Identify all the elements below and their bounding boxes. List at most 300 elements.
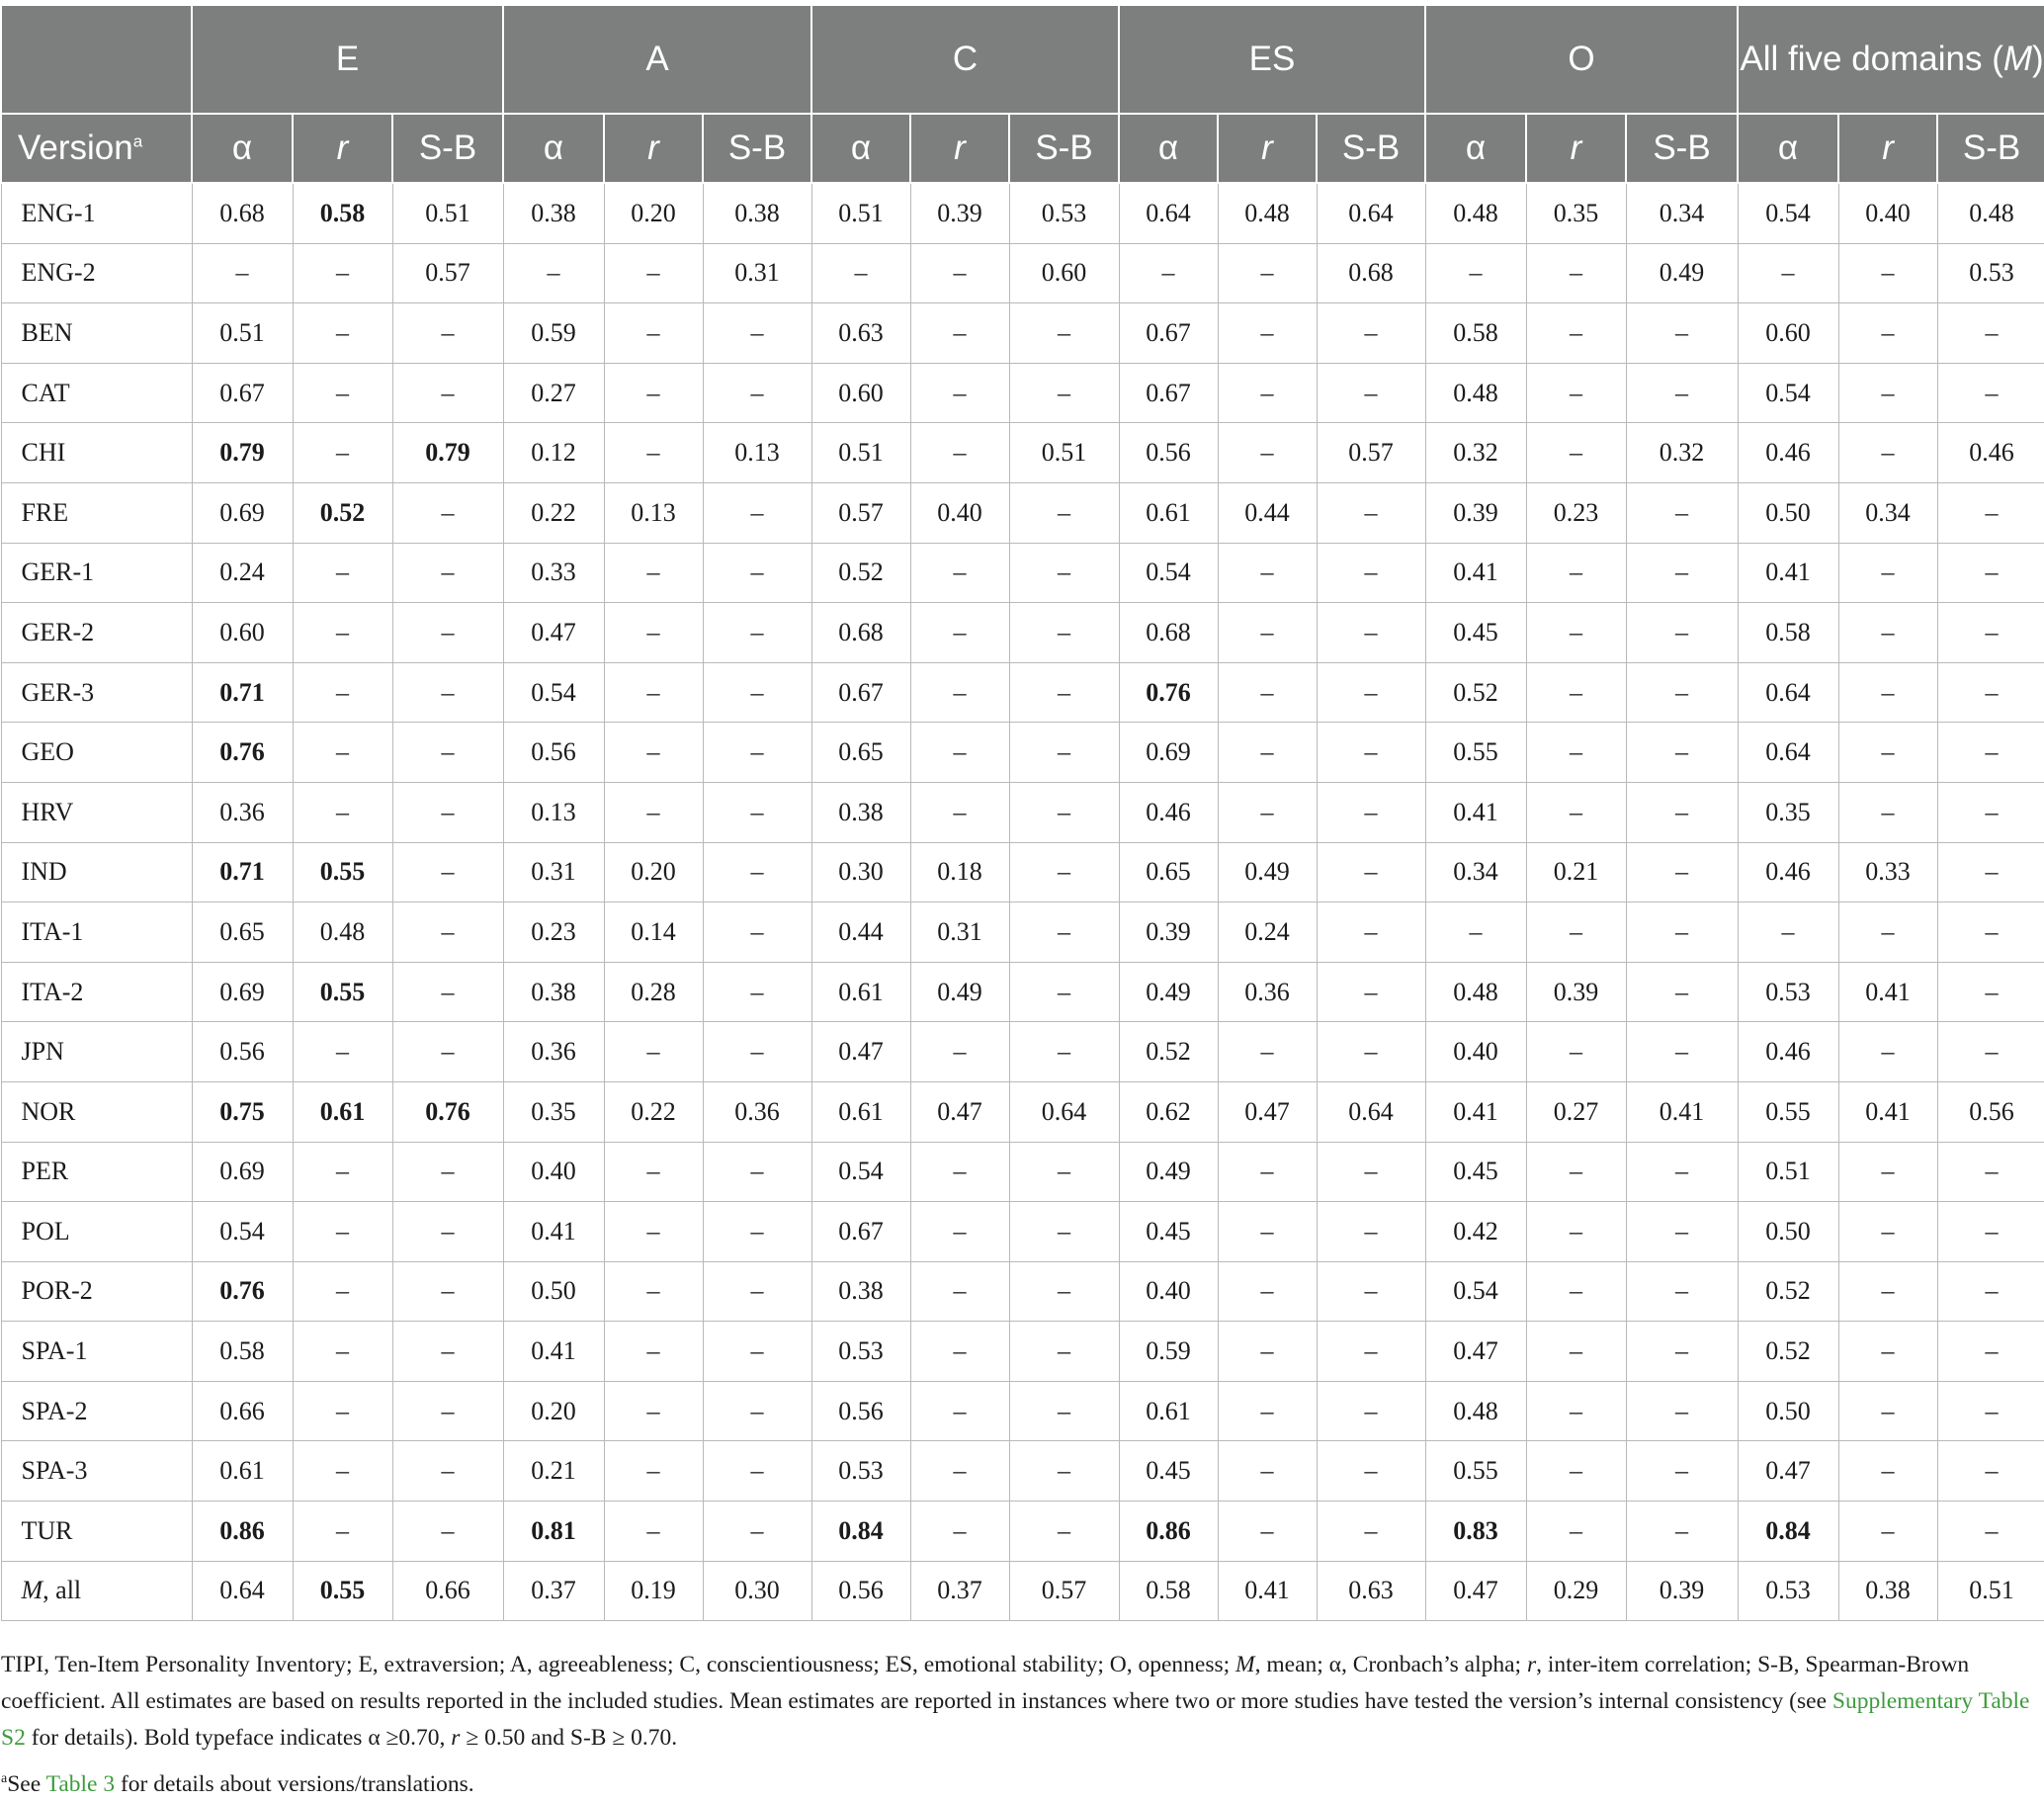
value-cell: 0.53 <box>1937 243 2044 303</box>
value-cell: – <box>604 1502 703 1562</box>
value-cell: 0.38 <box>811 1261 910 1322</box>
value-cell: – <box>1317 1142 1425 1202</box>
value-cell: – <box>1009 1022 1119 1082</box>
value-cell: – <box>910 543 1009 603</box>
value-cell: 0.47 <box>910 1081 1009 1142</box>
value-cell: – <box>1009 962 1119 1022</box>
value-cell: – <box>392 662 503 723</box>
value-cell: 0.61 <box>1119 1381 1218 1441</box>
value-cell: – <box>1626 662 1738 723</box>
value-cell: 0.24 <box>192 543 293 603</box>
value-cell: 0.54 <box>503 662 604 723</box>
value-cell: 0.50 <box>1738 482 1838 543</box>
value-cell: 0.28 <box>604 962 703 1022</box>
value-cell: – <box>1317 1381 1425 1441</box>
value-cell: 0.40 <box>1425 1022 1526 1082</box>
value-cell: 0.61 <box>811 1081 910 1142</box>
supplementary-table-link[interactable]: Supplementary Table S2 <box>1 1688 2030 1751</box>
value-cell: 0.36 <box>503 1022 604 1082</box>
value-cell: – <box>1526 1381 1626 1441</box>
table-row <box>1 723 2044 783</box>
value-cell: – <box>910 782 1009 842</box>
value-cell: – <box>293 1381 392 1441</box>
value-cell: – <box>1526 543 1626 603</box>
version-cell: GER-1 <box>1 543 192 603</box>
value-cell: – <box>1009 543 1119 603</box>
value-cell: 0.32 <box>1425 423 1526 483</box>
value-cell: – <box>910 1381 1009 1441</box>
note-text: r <box>451 1725 461 1751</box>
value-cell: 0.79 <box>192 423 293 483</box>
value-cell: – <box>1937 1502 2044 1562</box>
value-cell: 0.41 <box>1425 782 1526 842</box>
all-domains-header <box>1738 5 2044 114</box>
table-note <box>1 1647 2039 1757</box>
value-cell: 0.14 <box>604 902 703 963</box>
value-cell: – <box>1218 1502 1317 1562</box>
value-cell: 0.24 <box>1218 902 1317 963</box>
value-cell: 0.49 <box>1218 842 1317 902</box>
value-cell: 0.69 <box>1119 723 1218 783</box>
value-cell: – <box>1937 1381 2044 1441</box>
value-cell: 0.31 <box>910 902 1009 963</box>
value-cell: – <box>1838 782 1937 842</box>
version-cell: ENG-1 <box>1 183 192 243</box>
value-cell: – <box>293 243 392 303</box>
note-text: , inter-item correlation; S-B, Spearman-Brown coefficient. All estimates are based on results reported in the included studies. Mean estimates are reported in instances where two or more studies have tested the version’s internal consistency (see <box>1 1652 1970 1714</box>
value-cell: 0.76 <box>1119 662 1218 723</box>
version-cell: HRV <box>1 782 192 842</box>
value-cell: 0.84 <box>811 1502 910 1562</box>
version-cell: ITA-2 <box>1 962 192 1022</box>
value-cell: 0.54 <box>811 1142 910 1202</box>
value-cell: – <box>1317 363 1425 423</box>
value-cell: 0.41 <box>1838 962 1937 1022</box>
value-cell: – <box>910 1261 1009 1322</box>
value-cell: – <box>1218 723 1317 783</box>
value-cell: 0.51 <box>1738 1142 1838 1202</box>
value-cell: 0.55 <box>1425 1441 1526 1502</box>
domain-header: A <box>503 5 811 114</box>
version-cell: SPA-2 <box>1 1381 192 1441</box>
value-cell: – <box>1626 1502 1738 1562</box>
value-cell: 0.64 <box>1009 1081 1119 1142</box>
value-cell: – <box>293 363 392 423</box>
value-cell: – <box>1526 423 1626 483</box>
value-cell: 0.47 <box>1218 1081 1317 1142</box>
value-cell: – <box>604 243 703 303</box>
value-cell: 0.22 <box>503 482 604 543</box>
value-cell: – <box>1526 603 1626 663</box>
value-cell: 0.63 <box>811 303 910 364</box>
value-cell: 0.56 <box>811 1561 910 1621</box>
version-cell: ITA-1 <box>1 902 192 963</box>
value-cell: – <box>703 662 811 723</box>
value-cell: 0.76 <box>192 723 293 783</box>
value-cell: – <box>1626 482 1738 543</box>
value-cell: – <box>1937 902 2044 963</box>
value-cell: 0.35 <box>1738 782 1838 842</box>
value-cell: – <box>1626 1322 1738 1382</box>
value-cell: 0.33 <box>1838 842 1937 902</box>
value-cell: – <box>1838 723 1937 783</box>
value-cell: – <box>1526 1322 1626 1382</box>
version-cell: PER <box>1 1142 192 1202</box>
value-cell: 0.55 <box>293 1561 392 1621</box>
value-cell: 0.48 <box>1425 183 1526 243</box>
value-cell: – <box>703 1441 811 1502</box>
value-cell: 0.41 <box>1738 543 1838 603</box>
value-cell: – <box>1937 1261 2044 1322</box>
table-row <box>1 782 2044 842</box>
value-cell: – <box>1937 1202 2044 1262</box>
value-cell: – <box>703 1261 811 1322</box>
subheader-alpha: α <box>503 114 604 183</box>
value-cell: – <box>1626 962 1738 1022</box>
value-cell: 0.46 <box>1738 842 1838 902</box>
value-cell: – <box>293 1022 392 1082</box>
value-cell: – <box>392 782 503 842</box>
value-cell: 0.27 <box>1526 1081 1626 1142</box>
value-cell: 0.67 <box>192 363 293 423</box>
value-cell: 0.68 <box>811 603 910 663</box>
value-cell: 0.57 <box>1009 1561 1119 1621</box>
value-cell: 0.84 <box>1738 1502 1838 1562</box>
value-cell: 0.53 <box>1738 962 1838 1022</box>
value-cell: 0.58 <box>1738 603 1838 663</box>
value-cell: – <box>293 1502 392 1562</box>
value-cell: 0.20 <box>604 183 703 243</box>
value-cell: 0.13 <box>503 782 604 842</box>
value-cell: – <box>604 1022 703 1082</box>
value-cell: 0.83 <box>1425 1502 1526 1562</box>
value-cell: 0.37 <box>910 1561 1009 1621</box>
value-cell: 0.54 <box>192 1202 293 1262</box>
value-cell: 0.30 <box>811 842 910 902</box>
value-cell: – <box>1218 1202 1317 1262</box>
value-cell: – <box>1218 662 1317 723</box>
value-cell: 0.31 <box>703 243 811 303</box>
value-cell: – <box>1838 902 1937 963</box>
value-cell: 0.22 <box>604 1081 703 1142</box>
value-cell: – <box>1838 1322 1937 1382</box>
value-cell: – <box>1626 303 1738 364</box>
value-cell: – <box>1526 782 1626 842</box>
value-cell: – <box>1838 423 1937 483</box>
value-cell: 0.51 <box>192 303 293 364</box>
value-cell: – <box>392 723 503 783</box>
value-cell: 0.86 <box>1119 1502 1218 1562</box>
value-cell: – <box>1009 1381 1119 1441</box>
version-cell: POR-2 <box>1 1261 192 1322</box>
value-cell: – <box>604 1381 703 1441</box>
value-cell: – <box>1317 543 1425 603</box>
version-cell: POL <box>1 1202 192 1262</box>
value-cell: 0.51 <box>1937 1561 2044 1621</box>
value-cell: 0.40 <box>1119 1261 1218 1322</box>
table-row <box>1 1081 2044 1142</box>
value-cell: 0.64 <box>1119 183 1218 243</box>
value-cell: – <box>1526 902 1626 963</box>
version-cell: TUR <box>1 1502 192 1562</box>
value-cell: 0.76 <box>392 1081 503 1142</box>
value-cell: 0.52 <box>1738 1261 1838 1322</box>
value-cell: 0.39 <box>1526 962 1626 1022</box>
value-cell: – <box>1009 1202 1119 1262</box>
value-cell: – <box>703 1381 811 1441</box>
value-cell: – <box>1317 303 1425 364</box>
value-cell: – <box>293 782 392 842</box>
table-row <box>1 1381 2044 1441</box>
value-cell: 0.49 <box>1119 962 1218 1022</box>
value-cell: – <box>1838 543 1937 603</box>
value-cell: 0.64 <box>192 1561 293 1621</box>
value-cell: – <box>1009 1261 1119 1322</box>
value-cell: 0.20 <box>503 1381 604 1441</box>
value-cell: – <box>1218 1381 1317 1441</box>
value-cell: – <box>392 543 503 603</box>
value-cell: – <box>1937 1322 2044 1382</box>
value-cell: 0.38 <box>1838 1561 1937 1621</box>
value-cell: – <box>1937 962 2044 1022</box>
value-cell: 0.53 <box>811 1441 910 1502</box>
value-cell: – <box>703 1022 811 1082</box>
value-cell: – <box>703 363 811 423</box>
value-cell: 0.40 <box>910 482 1009 543</box>
value-cell: 0.48 <box>1425 962 1526 1022</box>
value-cell: 0.67 <box>1119 363 1218 423</box>
value-cell: 0.65 <box>811 723 910 783</box>
value-cell: – <box>604 303 703 364</box>
value-cell: 0.59 <box>503 303 604 364</box>
all-domains-m: M <box>2002 40 2033 78</box>
value-cell: 0.32 <box>1626 423 1738 483</box>
value-cell: 0.38 <box>811 782 910 842</box>
value-cell: – <box>910 1022 1009 1082</box>
table-footnote <box>1 1760 2039 1803</box>
table-3-link[interactable]: Table 3 <box>45 1770 116 1797</box>
value-cell: 0.46 <box>1738 1022 1838 1082</box>
domain-header: O <box>1425 5 1738 114</box>
value-cell: – <box>1009 482 1119 543</box>
table-row <box>1 1261 2044 1322</box>
subheader-sb: S-B <box>1317 114 1425 183</box>
value-cell: – <box>293 1322 392 1382</box>
value-cell: – <box>1317 1441 1425 1502</box>
table-row <box>1 1322 2044 1382</box>
value-cell: 0.41 <box>1425 543 1526 603</box>
value-cell: 0.36 <box>703 1081 811 1142</box>
value-cell: 0.13 <box>604 482 703 543</box>
value-cell: 0.61 <box>293 1081 392 1142</box>
subheader-r: r <box>293 114 392 183</box>
value-cell: – <box>1526 363 1626 423</box>
value-cell: 0.41 <box>1425 1081 1526 1142</box>
value-cell: – <box>1526 723 1626 783</box>
value-cell: 0.64 <box>1738 723 1838 783</box>
value-cell: – <box>1526 1441 1626 1502</box>
value-cell: – <box>392 1322 503 1382</box>
value-cell: 0.27 <box>503 363 604 423</box>
value-cell: – <box>1937 662 2044 723</box>
value-cell: 0.60 <box>1009 243 1119 303</box>
value-cell: – <box>910 423 1009 483</box>
value-cell: – <box>1937 603 2044 663</box>
value-cell: 0.71 <box>192 662 293 723</box>
version-cell: IND <box>1 842 192 902</box>
value-cell: 0.68 <box>1119 603 1218 663</box>
value-cell: 0.58 <box>293 183 392 243</box>
value-cell: 0.69 <box>192 482 293 543</box>
value-cell: – <box>703 1322 811 1382</box>
value-cell: 0.56 <box>1119 423 1218 483</box>
value-cell: 0.23 <box>503 902 604 963</box>
value-cell: – <box>910 243 1009 303</box>
value-cell: 0.41 <box>503 1322 604 1382</box>
value-cell: 0.48 <box>293 902 392 963</box>
value-cell: – <box>1009 723 1119 783</box>
table-row <box>1 1142 2044 1202</box>
footnote-text: for details about versions/translations. <box>115 1770 474 1797</box>
value-cell: – <box>910 363 1009 423</box>
value-cell: – <box>1738 243 1838 303</box>
value-cell: 0.65 <box>1119 842 1218 902</box>
value-cell: – <box>1317 1322 1425 1382</box>
value-cell: – <box>1218 603 1317 663</box>
value-cell: – <box>293 1261 392 1322</box>
value-cell: 0.19 <box>604 1561 703 1621</box>
table-row <box>1 902 2044 963</box>
subheader-r: r <box>1526 114 1626 183</box>
value-cell: 0.34 <box>1626 183 1738 243</box>
value-cell: – <box>910 662 1009 723</box>
value-cell: 0.58 <box>1425 303 1526 364</box>
value-cell: – <box>703 603 811 663</box>
value-cell: – <box>1218 1261 1317 1322</box>
value-cell: 0.68 <box>1317 243 1425 303</box>
value-cell: 0.68 <box>192 183 293 243</box>
value-cell: – <box>1218 303 1317 364</box>
value-cell: 0.45 <box>1425 1142 1526 1202</box>
value-cell: – <box>604 1322 703 1382</box>
value-cell: – <box>1317 962 1425 1022</box>
value-cell: – <box>392 962 503 1022</box>
value-cell: 0.39 <box>1119 902 1218 963</box>
value-cell: – <box>1317 1022 1425 1082</box>
value-cell: – <box>1838 1441 1937 1502</box>
value-cell: – <box>1626 842 1738 902</box>
value-cell: 0.69 <box>192 1142 293 1202</box>
value-cell: – <box>1526 1142 1626 1202</box>
value-cell: – <box>703 543 811 603</box>
value-cell: – <box>1937 303 2044 364</box>
value-cell: 0.59 <box>1119 1322 1218 1382</box>
value-cell: 0.60 <box>811 363 910 423</box>
value-cell: – <box>1626 363 1738 423</box>
subheader-r: r <box>1838 114 1937 183</box>
value-cell: – <box>604 662 703 723</box>
value-cell: – <box>1218 243 1317 303</box>
value-cell: 0.50 <box>1738 1381 1838 1441</box>
value-cell: – <box>1626 1202 1738 1262</box>
subheader-r: r <box>1218 114 1317 183</box>
value-cell: 0.71 <box>192 842 293 902</box>
value-cell: – <box>1218 1322 1317 1382</box>
value-cell: 0.64 <box>1317 183 1425 243</box>
value-cell: – <box>1317 782 1425 842</box>
value-cell: – <box>1838 1381 1937 1441</box>
value-cell: – <box>1937 723 2044 783</box>
value-cell: 0.12 <box>503 423 604 483</box>
value-cell: 0.48 <box>1218 183 1317 243</box>
value-cell: 0.33 <box>503 543 604 603</box>
subheader-sb: S-B <box>1009 114 1119 183</box>
value-cell: – <box>1317 723 1425 783</box>
value-cell: – <box>1526 1502 1626 1562</box>
domain-header: ES <box>1119 5 1425 114</box>
subheader-sb: S-B <box>1626 114 1738 183</box>
value-cell: 0.41 <box>1838 1081 1937 1142</box>
value-cell: – <box>1317 842 1425 902</box>
value-cell: 0.67 <box>811 1202 910 1262</box>
value-cell: 0.64 <box>1738 662 1838 723</box>
reliability-table <box>0 4 2044 1621</box>
value-cell: – <box>1218 363 1317 423</box>
value-cell: – <box>910 1322 1009 1382</box>
value-cell: – <box>604 1441 703 1502</box>
value-cell: – <box>392 1381 503 1441</box>
table-row <box>1 1561 2044 1621</box>
value-cell: – <box>1317 1202 1425 1262</box>
value-cell: 0.45 <box>1425 603 1526 663</box>
value-cell: 0.36 <box>1218 962 1317 1022</box>
table-row <box>1 842 2044 902</box>
value-cell: – <box>1526 1022 1626 1082</box>
value-cell: – <box>910 723 1009 783</box>
subheader-alpha: α <box>1119 114 1218 183</box>
value-cell: 0.41 <box>1218 1561 1317 1621</box>
value-cell: – <box>192 243 293 303</box>
value-cell: 0.39 <box>1425 482 1526 543</box>
value-cell: 0.57 <box>392 243 503 303</box>
value-cell: 0.34 <box>1425 842 1526 902</box>
value-cell: 0.50 <box>1738 1202 1838 1262</box>
value-cell: – <box>1626 603 1738 663</box>
all-domains-close: ) <box>2032 40 2044 78</box>
value-cell: – <box>1838 1502 1937 1562</box>
value-cell: 0.49 <box>1119 1142 1218 1202</box>
value-cell: 0.13 <box>703 423 811 483</box>
value-cell: – <box>1838 363 1937 423</box>
value-cell: 0.35 <box>1526 183 1626 243</box>
value-cell: 0.64 <box>1317 1081 1425 1142</box>
value-cell: – <box>1218 543 1317 603</box>
value-cell: – <box>1317 902 1425 963</box>
version-cell: ENG-2 <box>1 243 192 303</box>
value-cell: – <box>703 962 811 1022</box>
value-cell: – <box>1626 782 1738 842</box>
value-cell: – <box>910 1142 1009 1202</box>
value-cell: 0.60 <box>192 603 293 663</box>
value-cell: – <box>703 1142 811 1202</box>
subheader-sb: S-B <box>703 114 811 183</box>
table-row <box>1 303 2044 364</box>
value-cell: 0.45 <box>1119 1441 1218 1502</box>
value-cell: – <box>1009 842 1119 902</box>
value-cell: – <box>1218 1022 1317 1082</box>
value-cell: 0.38 <box>503 183 604 243</box>
value-cell: 0.55 <box>293 962 392 1022</box>
